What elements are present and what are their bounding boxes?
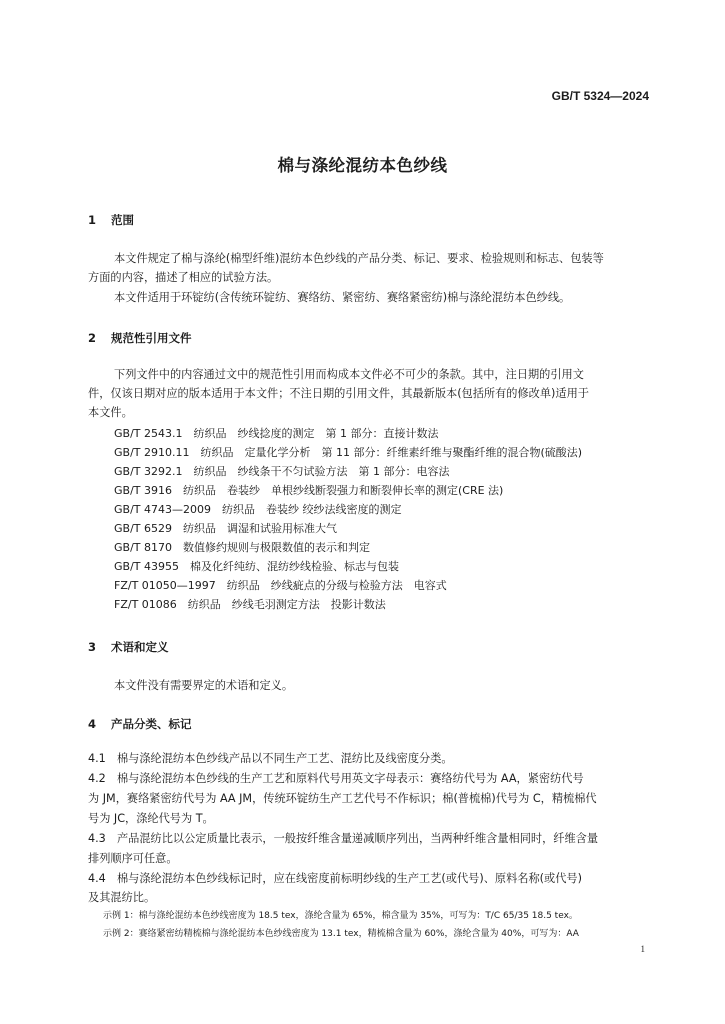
reference-item: GB/T 2543.1 纺织品 纱线捻度的测定 第 1 部分：直接计数法: [114, 427, 439, 440]
reference-item: GB/T 43955 棉及化纤纯纺、混纺纱线检验、标志与包装: [114, 560, 399, 573]
paragraph-line: 本文件没有需要界定的术语和定义。: [114, 679, 294, 692]
section-number: 3: [88, 640, 97, 654]
reference-item: GB/T 2910.11 纺织品 定量化学分析 第 11 部分：纤维素纤维与聚酯纤维的混合物(硫酸法): [114, 446, 583, 459]
paragraph-line: 件，仅该日期对应的版本适用于本文件；不注日期的引用文件，其最新版本(包括所有的修改单)适用于: [88, 387, 589, 400]
page-number: 1: [640, 944, 645, 954]
section-number: 1: [88, 213, 97, 227]
reference-item: GB/T 8170 数值修约规则与极限数值的表示和判定: [114, 541, 370, 554]
section-2-heading: [88, 330, 192, 346]
section-3-heading: [88, 639, 169, 655]
section-title: 术语和定义: [111, 640, 169, 654]
section-number: 2: [88, 331, 97, 345]
example-1: 示例 1：棉与涤纶混纺本色纱线密度为 18.5 tex，涤纶含量为 65%，棉含量为 35%，可写为：T/C 65/35 18.5 tex。: [103, 911, 578, 921]
reference-item: GB/T 3916 纺织品 卷装纱 单根纱线断裂强力和断裂伸长率的测定(CRE 法): [114, 484, 504, 497]
clause-4-1: 4.1 棉与涤纶混纺本色纱线产品以不同生产工艺、混纺比及线密度分类。: [88, 752, 453, 765]
reference-item: FZ/T 01086 纺织品 纱线毛羽测定方法 投影计数法: [114, 598, 386, 611]
section-4-heading: [88, 716, 192, 732]
section-title: 规范性引用文件: [111, 331, 192, 345]
standard-code: GB/T 5324—2024: [551, 89, 649, 103]
clause-4-2-line: 为 JM，赛络紧密纺代号为 AA JM，传统环锭纺生产工艺代号不作标识；棉(普梳棉)代号为 C，精梳棉代: [88, 792, 597, 805]
clause-4-3-line: 4.3 产品混纺比以公定质量比表示，一般按纤维含量递减顺序列出，当两种纤维含量相同时，纤维含量: [88, 832, 599, 845]
paragraph-line: 本文件适用于环锭纺(含传统环锭纺、赛络纺、紧密纺、赛络紧密纺)棉与涤纶混纺本色纱线。: [114, 291, 571, 304]
clause-4-3-line: 排列顺序可任意。: [88, 852, 178, 865]
clause-4-4-line: 及其混纺比。: [88, 891, 156, 904]
paragraph-line: 本文件规定了棉与涤纶(棉型纤维)混纺本色纱线的产品分类、标记、要求、检验规则和标志、包装等: [114, 252, 604, 265]
paragraph-line: 本文件。: [88, 406, 133, 419]
section-title: 范围: [111, 213, 135, 227]
reference-item: FZ/T 01050—1997 纺织品 纱线疵点的分级与检验方法 电容式: [114, 579, 447, 592]
clause-4-4-line: 4.4 棉与涤纶混纺本色纱线标记时，应在线密度前标明纱线的生产工艺(或代号)、原料名称(或代号): [88, 872, 582, 885]
clause-4-2-line: 号为 JC，涤纶代号为 T。: [88, 812, 214, 825]
section-1-heading: [88, 212, 134, 228]
section-title: 产品分类、标记: [111, 717, 192, 731]
example-2: 示例 2：赛络紧密纺精梳棉与涤纶混纺本色纱线密度为 13.1 tex，精梳棉含量为 60%，涤纶含量为 40%，可写为：AA: [103, 929, 579, 939]
reference-item: GB/T 4743—2009 纺织品 卷装纱 绞纱法线密度的测定: [114, 503, 402, 516]
section-number: 4: [88, 717, 97, 731]
paragraph-line: 方面的内容，描述了相应的试验方法。: [88, 271, 279, 284]
reference-item: GB/T 3292.1 纺织品 纱线条干不匀试验方法 第 1 部分：电容法: [114, 465, 450, 478]
reference-item: GB/T 6529 纺织品 调湿和试验用标准大气: [114, 522, 337, 535]
paragraph-line: 下列文件中的内容通过文中的规范性引用而构成本文件必不可少的条款。其中，注日期的引用文: [114, 368, 584, 381]
clause-4-2-line: 4.2 棉与涤纶混纺本色纱线的生产工艺和原料代号用英文字母表示：赛络纺代号为 AA，紧密纺代号: [88, 772, 584, 785]
document-title: 棉与涤纶混纺本色纱线: [277, 156, 448, 175]
